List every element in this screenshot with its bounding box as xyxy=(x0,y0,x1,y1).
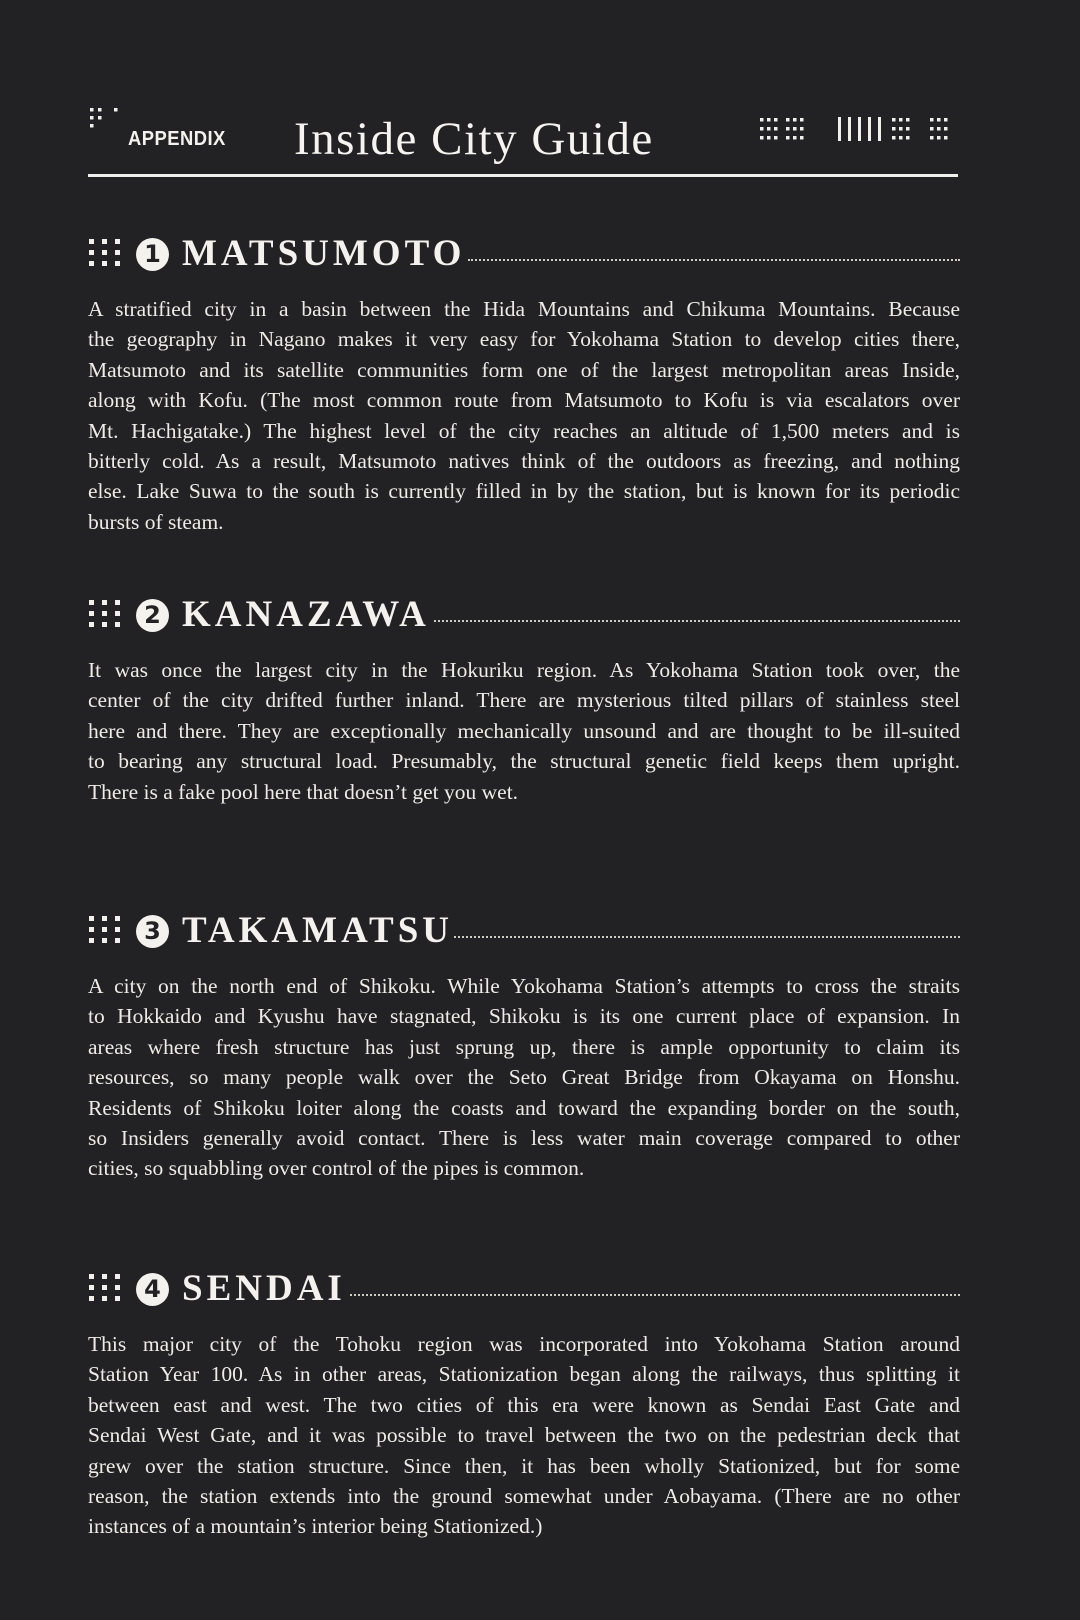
section-body xyxy=(88,971,960,1184)
section-number-badge: 1 xyxy=(136,238,169,271)
dotted-rule xyxy=(468,259,960,261)
body-line: This major city of the Tohoku region was incorporated into Yokohama Station around xyxy=(88,1332,960,1356)
body-line: along with Kofu. (The most common route from Matsumoto to Kofu is via escalators over xyxy=(88,388,960,413)
section-heading xyxy=(88,1267,960,1311)
body-line: bitterly cold. As a result, Matsumoto natives think of the outdoors as freezing, and nothing xyxy=(88,449,960,474)
section-body xyxy=(88,655,960,807)
section-heading xyxy=(88,593,960,637)
section-title: SENDAI xyxy=(182,1268,346,1309)
body-line: There is a fake pool here that doesn’t get you wet. xyxy=(88,779,519,804)
body-line: grew over the station structure. Since then, it has been wholly Stationized, but for some xyxy=(88,1453,960,1478)
dotted-rule xyxy=(434,620,960,622)
section-sendai xyxy=(88,1267,960,1542)
section-heading xyxy=(88,232,960,276)
section-matsumoto xyxy=(88,232,960,537)
section-title: MATSUMOTO xyxy=(182,233,466,274)
section-kanazawa xyxy=(88,593,960,807)
section-body xyxy=(88,1329,960,1542)
body-line: center of the city drifted further inland. There are mysterious tilted pillars of stainless steel xyxy=(88,688,960,713)
section-number-badge: 4 xyxy=(136,1273,169,1306)
body-line: instances of a mountain’s interior being Stationized.) xyxy=(88,1514,543,1539)
body-line: cities, so squabbling over control of the pipes is common. xyxy=(88,1156,585,1181)
body-line: Residents of Shikoku loiter along the coasts and toward the expanding border on the south, xyxy=(88,1095,960,1120)
section-number-badge: 2 xyxy=(136,599,169,632)
dots-ornament-icon xyxy=(88,599,126,631)
section-title: KANAZAWA xyxy=(182,594,430,635)
body-line: bursts of steam. xyxy=(88,509,224,534)
dots-ornament-icon xyxy=(88,1273,126,1305)
body-line: Matsumoto and its satellite communities form one of the largest metropolitan areas Inside, xyxy=(88,357,960,382)
body-line: A city on the north end of Shikoku. While Yokohama Station’s attempts to cross the straits xyxy=(88,974,960,998)
dots-ornament-icon xyxy=(88,238,126,270)
section-heading xyxy=(88,909,960,953)
body-line: reason, the station extends into the ground somewhat under Aobayama. (There are no other xyxy=(88,1484,960,1509)
body-line: It was once the largest city in the Hokuriku region. As Yokohama Station took over, the xyxy=(88,658,960,682)
appendix-label: APPENDIX xyxy=(128,128,226,150)
body-line: resources, so many people walk over the Seto Great Bridge from Okayama on Honshu. xyxy=(88,1065,960,1090)
section-title: TAKAMATSU xyxy=(182,910,454,951)
dotted-rule xyxy=(350,1294,960,1296)
header-divider xyxy=(88,174,958,177)
body-line: areas where fresh structure has just sprung up, there is ample opportunity to claim its xyxy=(88,1034,960,1059)
page-title: Inside City Guide xyxy=(294,113,654,165)
body-line: else. Lake Suwa to the south is currently filled in by the station, but is known for its periodic xyxy=(88,479,960,504)
dots-ornament-icon xyxy=(90,108,120,132)
page-header xyxy=(88,96,960,180)
body-line: Sendai West Gate, and it was possible to travel between the two on the pedestrian deck that xyxy=(88,1423,960,1448)
section-takamatsu xyxy=(88,909,960,1184)
body-line: Station Year 100. As in other areas, Stationization began along the railways, thus splitting it xyxy=(88,1362,960,1387)
dots-ornament-icon xyxy=(88,915,126,947)
body-line: the geography in Nagano makes it very easy for Yokohama Station to develop cities there, xyxy=(88,327,960,352)
body-line: between east and west. The two cities of this era were known as Sendai East Gate and xyxy=(88,1392,960,1417)
body-line: Mt. Hachigatake.) The highest level of the city reaches an altitude of 1,500 meters and is xyxy=(88,418,960,443)
barcode-ornament-icon xyxy=(760,116,960,144)
body-line: here and there. They are exceptionally mechanically unsound and are thought to be ill-suited xyxy=(88,718,960,743)
body-line: so Insiders generally avoid contact. There is less water main coverage compared to other xyxy=(88,1126,960,1151)
body-line: A stratified city in a basin between the Hida Mountains and Chikuma Mountains. Because xyxy=(88,297,960,321)
dotted-rule xyxy=(454,936,960,938)
body-line: to Hokkaido and Kyushu have stagnated, Shikoku is its one current place of expansion. In xyxy=(88,1004,960,1029)
section-number-badge: 3 xyxy=(136,915,169,948)
section-body xyxy=(88,294,960,537)
body-line: to bearing any structural load. Presumably, the structural genetic field keeps them upright. xyxy=(88,749,960,774)
